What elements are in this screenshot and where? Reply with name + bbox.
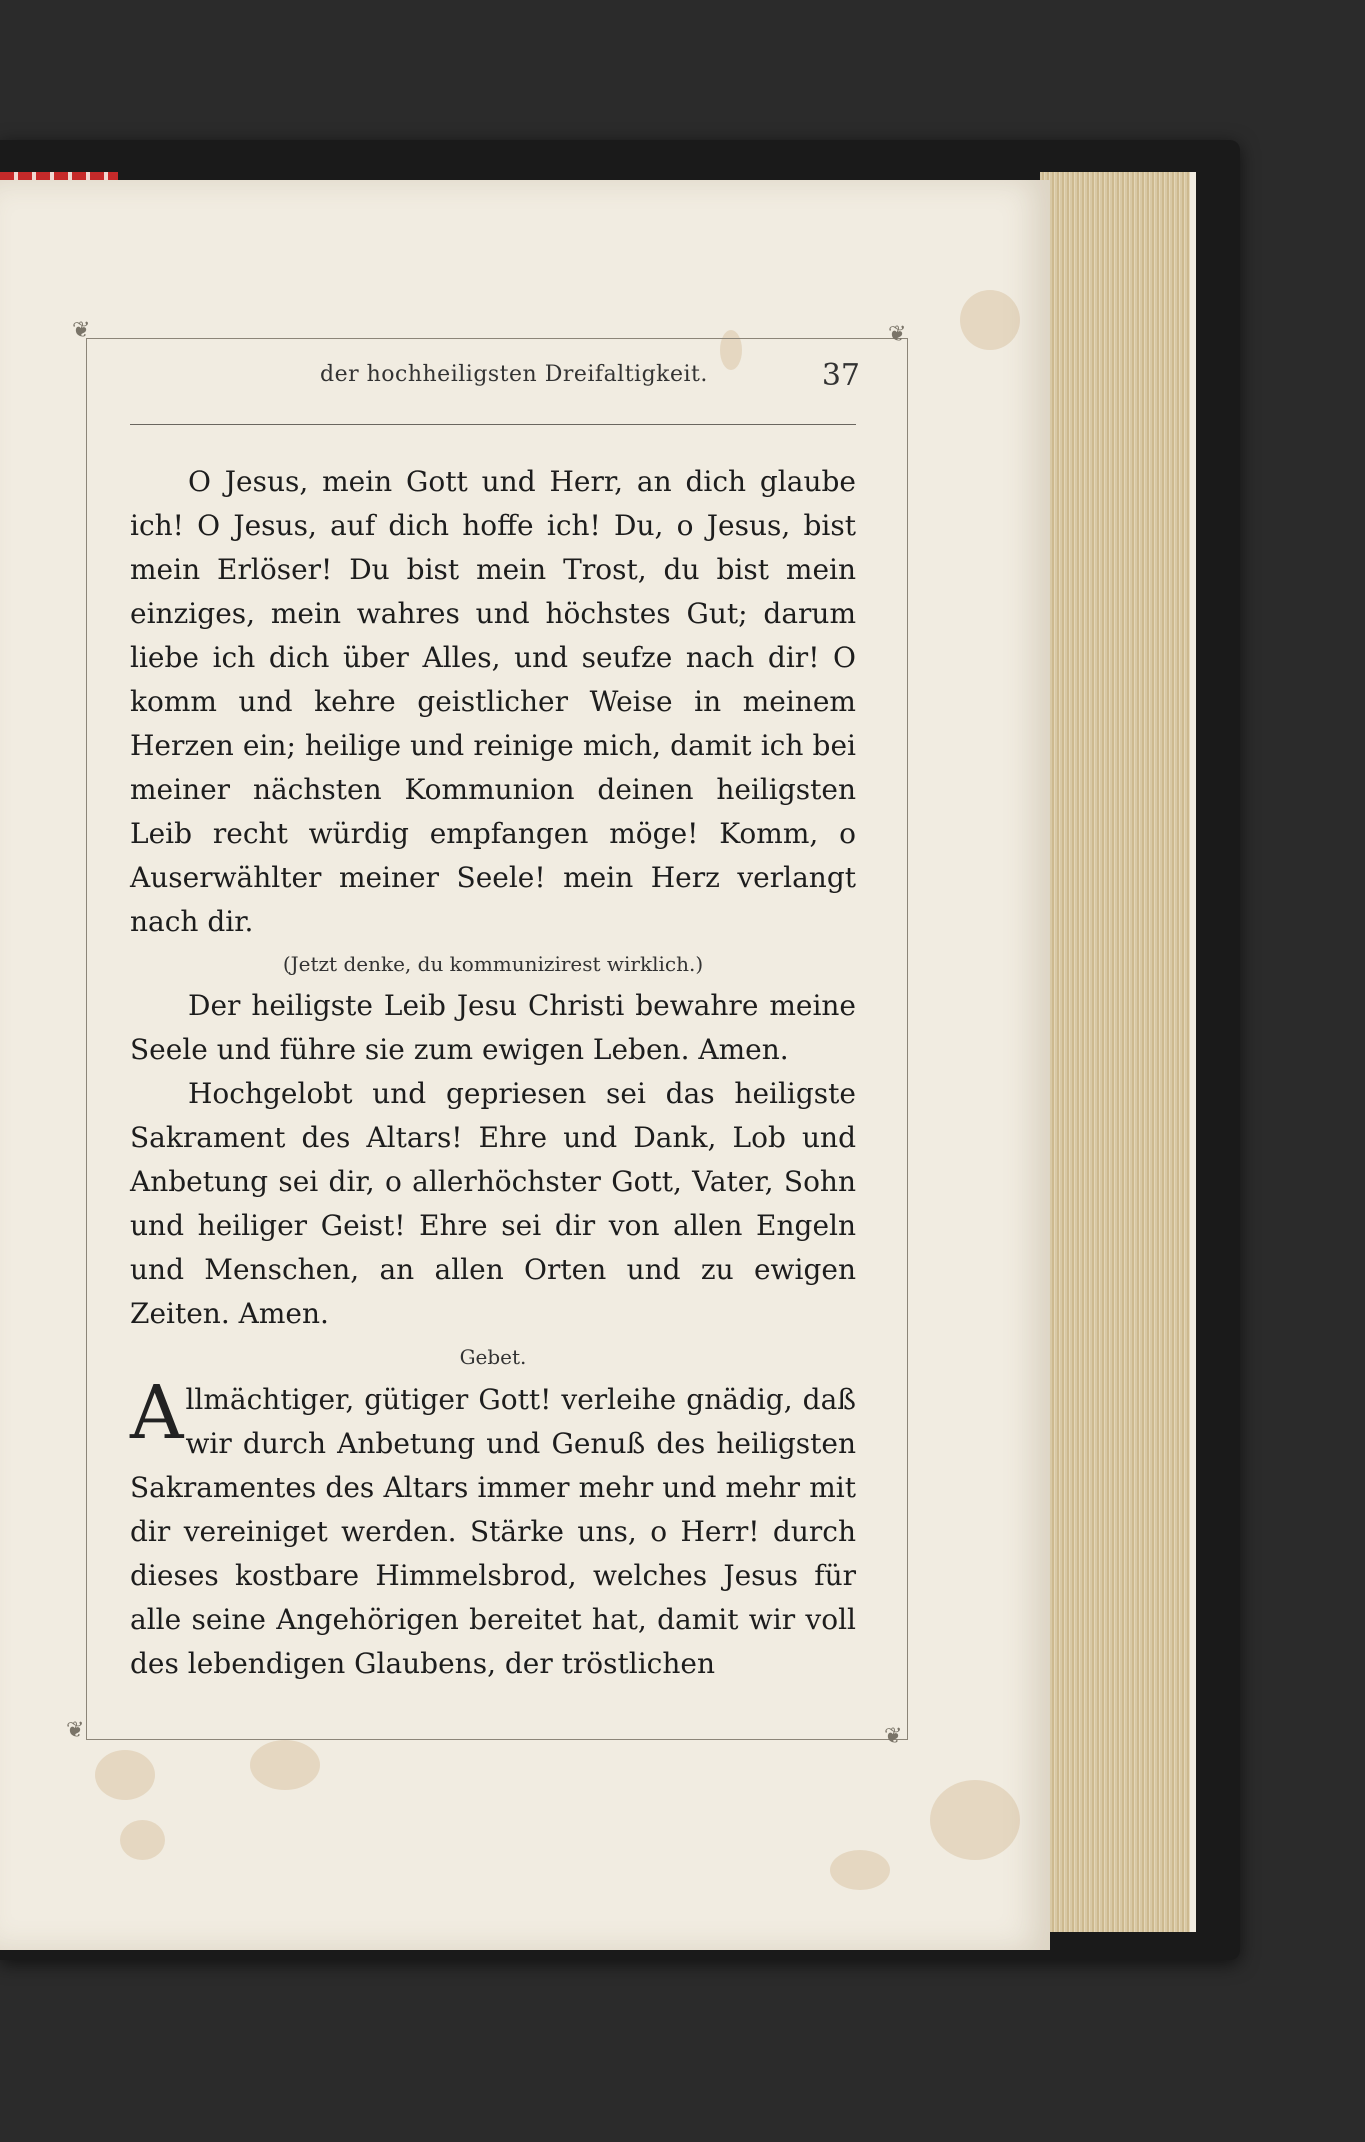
corner-ornament-icon: ❦ (66, 1718, 85, 1743)
prayer-paragraph (130, 1370, 856, 1686)
foxing-spot (120, 1820, 165, 1860)
body-paragraph: O Jesus, mein Gott und Herr, an dich glaube ich! O Jesus, auf dich hoffe ich! Du, o Jesus, bist mein Erlöser! Du bist mein Trost, du bist mein einziges, mein wahres und höchstes Gut; darum liebe ich dich über Alles, und seufze nach dir! O komm und kehre geistlicher Weise in meinem Herzen ein; heilige und reinige mich, damit ich bei meiner nächsten Kommunion deinen heiligsten Leib recht würdig empfangen möge! Komm, o Auserwählter meiner Seele! mein Herz verlangt nach dir. (130, 465, 856, 938)
foxing-spot (960, 290, 1020, 350)
section-heading: Gebet. (459, 1345, 527, 1369)
prayer-text: llmächtiger, gütiger Gott! verleihe gnädig, daß wir durch Anbetung und Genuß des heiligsten Sakramentes des Altars immer mehr und mehr mit dir vereiniget werden. Stärke uns, o Herr! durch dieses kostbare Himmelsbrod, welches Jesus für alle seine Angehörigen bereitet hat, damit wir voll des lebendigen Glaubens, der tröstlichen (130, 1383, 856, 1680)
page-body (130, 460, 856, 1686)
page-header (130, 358, 860, 398)
body-paragraph: Hochgelobt und gepriesen sei das heiligste Sakrament des Altars! Ehre und Dank, Lob und Anbetung sei dir, o allerhöchster Gott, Vater, Sohn und heiliger Geist! Ehre sei dir von allen Engeln und Menschen, an allen Orten und zu ewigen Zeiten. Amen. (130, 1077, 856, 1330)
foxing-spot (930, 1780, 1020, 1860)
drop-cap: A (130, 1370, 184, 1456)
body-paragraph: Der heiligste Leib Jesu Christi bewahre meine Seele und führe sie zum ewigen Leben. Amen. (130, 989, 856, 1066)
corner-ornament-icon: ❦ (72, 318, 91, 343)
corner-ornament-icon: ❦ (884, 1724, 903, 1749)
instruction-note: (Jetzt denke, du kommunizirest wirklich.) (282, 952, 704, 976)
page-edges (1040, 172, 1196, 1932)
foxing-spot (830, 1850, 890, 1890)
foxing-spot (95, 1750, 155, 1800)
page-number: 37 (821, 358, 860, 393)
foxing-spot (250, 1740, 320, 1790)
header-rule (130, 424, 856, 425)
running-title: der hochheiligsten Dreifaltigkeit. (320, 362, 708, 387)
corner-ornament-icon: ❦ (888, 322, 907, 347)
